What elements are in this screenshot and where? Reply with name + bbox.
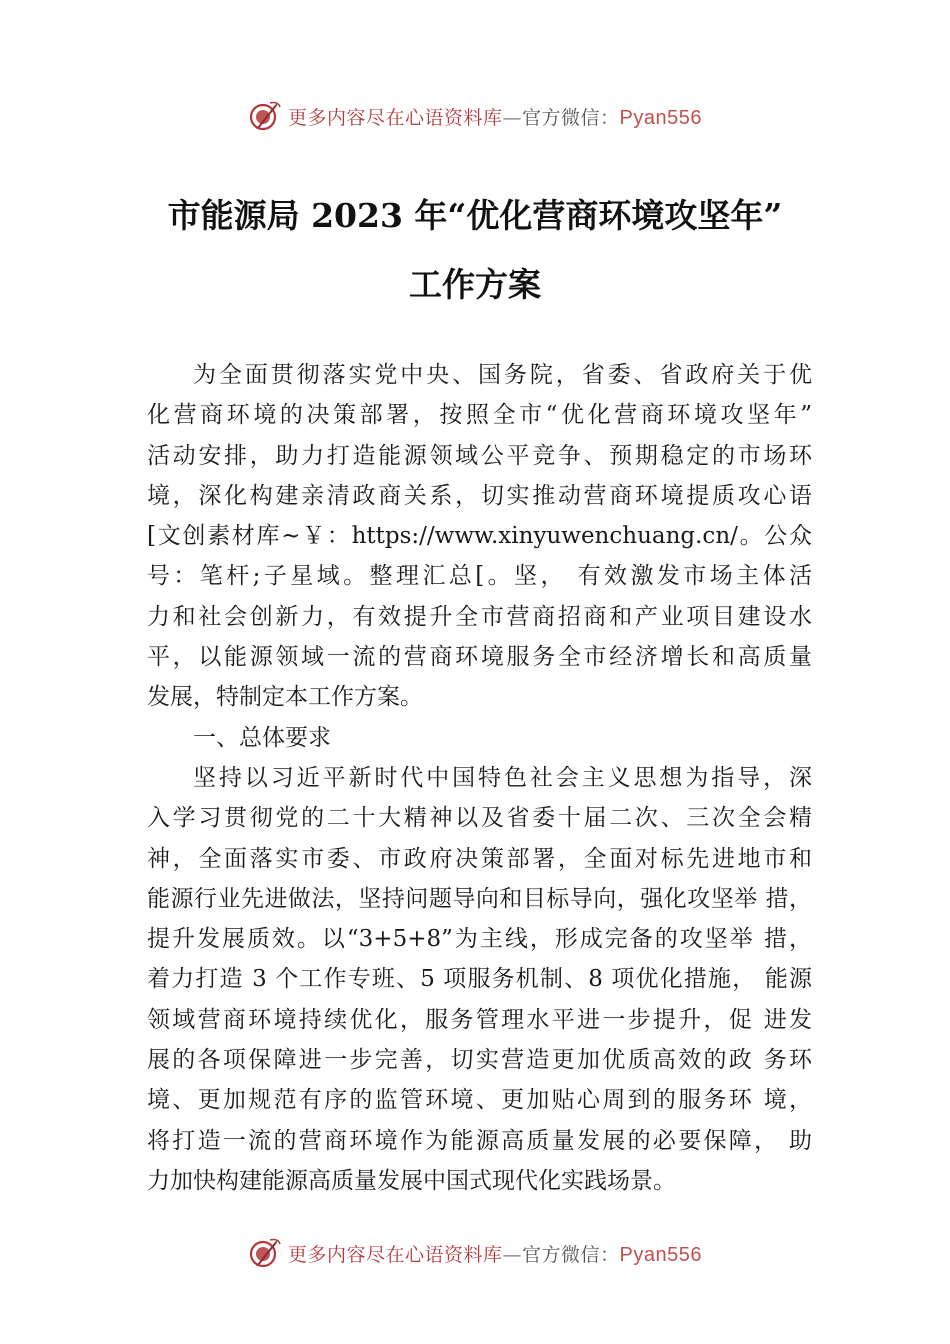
body-line: 境，深化构建亲清政商关系，切实推动营商环境提质攻心语 — [147, 482, 812, 509]
body-line: 活动安排，助力打造能源领域公平竞争、预期稳定的市场环 — [147, 442, 812, 469]
body-line: 领域营商环境持续优化，服务管理水平进一步提升，促 进发 — [147, 1006, 812, 1033]
banner-separator: — — [502, 1243, 523, 1266]
body-line: 入学习贯彻党的二十大精神以及省委十届二次、三次全会精 — [147, 805, 812, 832]
document-title-line-2: 工作方案 — [409, 265, 541, 304]
body-line: 号：笔杆;子星域。整理汇总[。坚， 有效激发市场主体活 — [147, 563, 812, 590]
quill-logo-icon — [248, 99, 282, 133]
section-heading: 一、总体要求 — [193, 724, 331, 751]
banner-wechat-label: 官方微信： — [522, 106, 620, 129]
body-line: 力和社会创新力，有效提升全市营商招商和产业项目建设水 — [147, 603, 812, 630]
body-line: 提升发展质效。以“3+5+8”为主线，形成完备的攻坚举 措， — [147, 926, 812, 953]
body-line: 力加快构建能源高质量发展中国式现代化实践场景。 — [147, 1167, 676, 1194]
body-line: 展的各项保障进一步完善，切实营造更加优质高效的政 务环 — [147, 1047, 812, 1074]
body-line: 境、更加规范有序的监管环境、更加贴心周到的服务环 境， — [147, 1087, 812, 1114]
body-line: 化营商环境的决策部署，按照全市“优化营商环境攻坚年” — [147, 402, 812, 429]
body-line: 坚持以习近平新时代中国特色社会主义思想为指导，深 — [193, 764, 812, 791]
footer-banner — [0, 1233, 950, 1273]
banner-wechat-label: 官方微信： — [522, 1243, 620, 1266]
body-line: [文创素材库~￥：https://www.xinyuwenchuang.cn/。公众 — [147, 523, 812, 550]
body-line: 神，全面落实市委、市政府决策部署，全面对标先进地市和 — [147, 845, 812, 872]
banner-library-text: 更多内容尽在心语资料库 — [288, 106, 503, 129]
banner-wechat-id: Pyan556 — [619, 106, 702, 129]
body-line: 平，以能源领域一流的营商环境服务全市经济增长和高质量 — [147, 644, 812, 671]
body-line: 为全面贯彻落实党中央、国务院，省委、省政府关于优 — [193, 362, 812, 388]
body-line: 着力打造 3 个工作专班、5 项服务机制、8 项优化措施， 能源 — [147, 966, 812, 993]
banner-text — [288, 1240, 702, 1267]
banner-library-text: 更多内容尽在心语资料库 — [288, 1243, 503, 1266]
body-line: 能源行业先进做法，坚持问题导向和目标导向，强化攻坚举 措， — [147, 885, 812, 912]
banner-text — [288, 103, 702, 130]
banner-wechat-id: Pyan556 — [619, 1243, 702, 1266]
header-banner — [0, 96, 950, 136]
quill-logo-icon — [248, 1236, 282, 1270]
body-line: 发展，特制定本工作方案。 — [147, 684, 423, 711]
document-body — [147, 355, 812, 1201]
document-title-line-1: 市能源局 2023 年“优化营商环境攻坚年” — [167, 196, 783, 235]
banner-separator: — — [502, 106, 523, 129]
body-line: 将打造一流的营商环境作为能源高质量发展的必要保障， 助 — [147, 1127, 812, 1154]
